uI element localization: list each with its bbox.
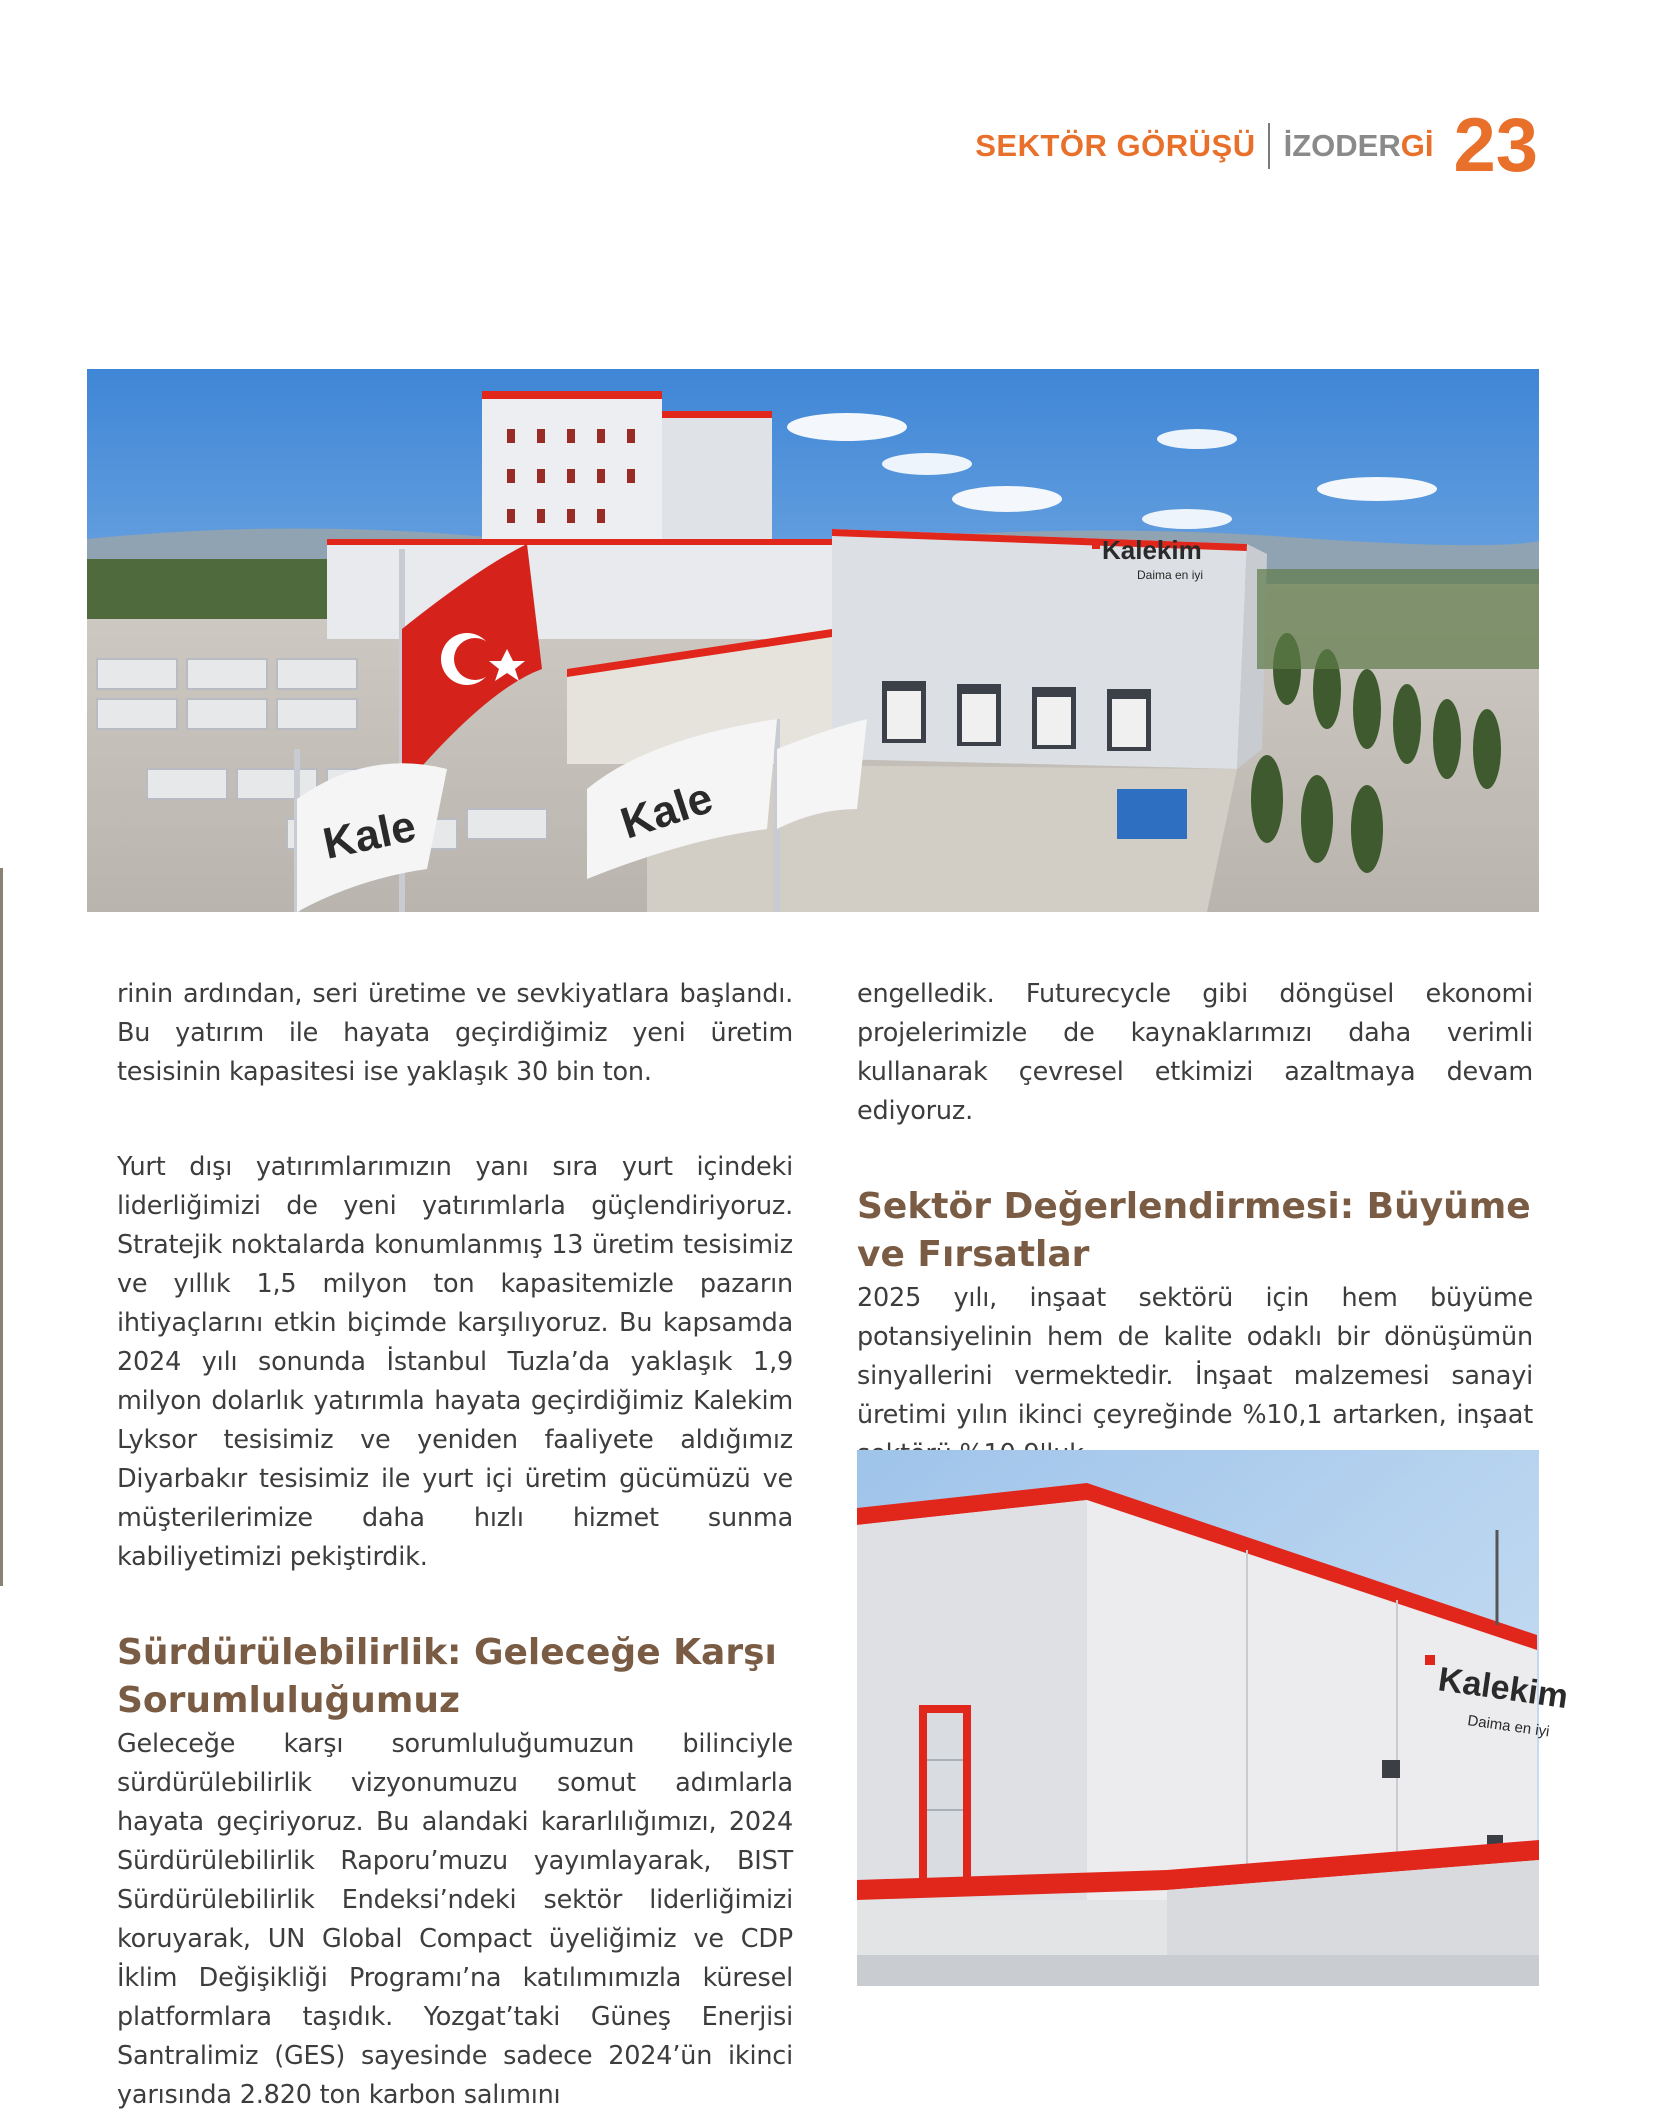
left-margin-rule: [0, 868, 3, 1586]
section-title: SEKTÖR GÖRÜŞÜ: [975, 128, 1256, 163]
article-left-column: [117, 975, 793, 2115]
building-facade-photo: [857, 1450, 1571, 1986]
right-paragraph-1: engelledik. Futurecycle gibi döngüsel ekonomi projelerimizle de kaynaklarımızı daha verimli kullanarak çevresel etkimizi azaltmaya devam ediyoruz.: [857, 979, 1533, 1126]
page-number: 23: [1453, 103, 1538, 188]
left-paragraph-3: Geleceğe karşı sorumluluğumuzun bilinciyle sürdürülebilirlik vizyonumuzu somut adımlarla hayata geçiriyoruz. Bu alandaki kararlılığımızı, 2024 Sürdürülebilirlik Raporu’muzu yayımlayarak, BIST Sürdürülebilirlik Endeksi’ndeki sektör liderliğimizi koruyarak, UN Global Compact üyeliğimiz ve CDP İklim Değişikliği Programı’na katılımımızla küresel platformlara taşıdık. Yozgat’taki Güneş Enerjisi Santralimiz (GES) sayesinde sadece 2024’ün ikinci yarısında 2.820 ton karbon salımını: [117, 1729, 793, 2110]
top-photo-sign-brand: Kalekim: [1102, 535, 1202, 565]
factory-aerial-photo: [87, 369, 1539, 912]
article-right-column: [857, 975, 1533, 1474]
left-paragraph-1: rinin ardından, seri üretime ve sevkiyatlara başlandı. Bu yatırım ile hayata geçirdiğimiz yeni üretim tesisinin kapasitesi ise yaklaşık 30 bin ton.: [117, 979, 793, 1087]
right-paragraph-2: 2025 yılı, inşaat sektörü için hem büyüme potansiyelinin hem de kalite odaklı bir dönüşümün sinyallerini vermektedir. İnşaat malzemesi sanayi üretimi yılın ikinci çeyreğinde %10,1 artarken, inşaat: [857, 1283, 1533, 1430]
header-divider: [1268, 123, 1270, 169]
magazine-logo-part2: Gİ: [1400, 128, 1434, 163]
left-paragraph-2: Yurt dışı yatırımlarımızın yanı sıra yurt içindeki liderliğimizi de yeni yatırımlarla güçlendiriyoruz. Stratejik noktalarda konumlanmış 13 üretim tesisimiz ve yıllık 1,5 milyon ton kapasitemizle pazarın ihtiyaçlarını etkin biçimde karşılıyoruz. Bu kapsamda 2024 yılı sonunda İstanbul Tuzla’da yaklaşık 1,9 milyon dolarlık yatırımla hayata geçirdiğimiz Kalekim Lyksor tesisimiz ve yeniden faaliyete aldığımız Diyarbakır tesisimiz ile yurt içi üretim gücümüzü ve müşterilerimize daha hızlı hizmet sunma kabiliyetimizi pekiştirdik.: [117, 1152, 793, 1572]
top-photo-sign-slogan: Daima en iyi: [1137, 568, 1204, 582]
flag-text-1: Kale: [318, 801, 421, 869]
magazine-logo: [1284, 128, 1434, 164]
heading-sector-evaluation: Sektör Değerlendirmesi: Büyüme ve Fırsatlar: [857, 1186, 1531, 1275]
page-header: [975, 103, 1538, 188]
magazine-logo-part1: İZODER: [1283, 128, 1401, 163]
bottom-photo-sign-slogan: Daima en iyi: [1466, 1712, 1551, 1741]
flag-text-2: Kale: [614, 773, 719, 849]
bottom-photo-sign-brand: Kalekim: [1435, 1660, 1571, 1717]
heading-sustainability: Sürdürülebilirlik: Geleceğe Karşı Sorumluluğumuz: [117, 1632, 777, 1721]
